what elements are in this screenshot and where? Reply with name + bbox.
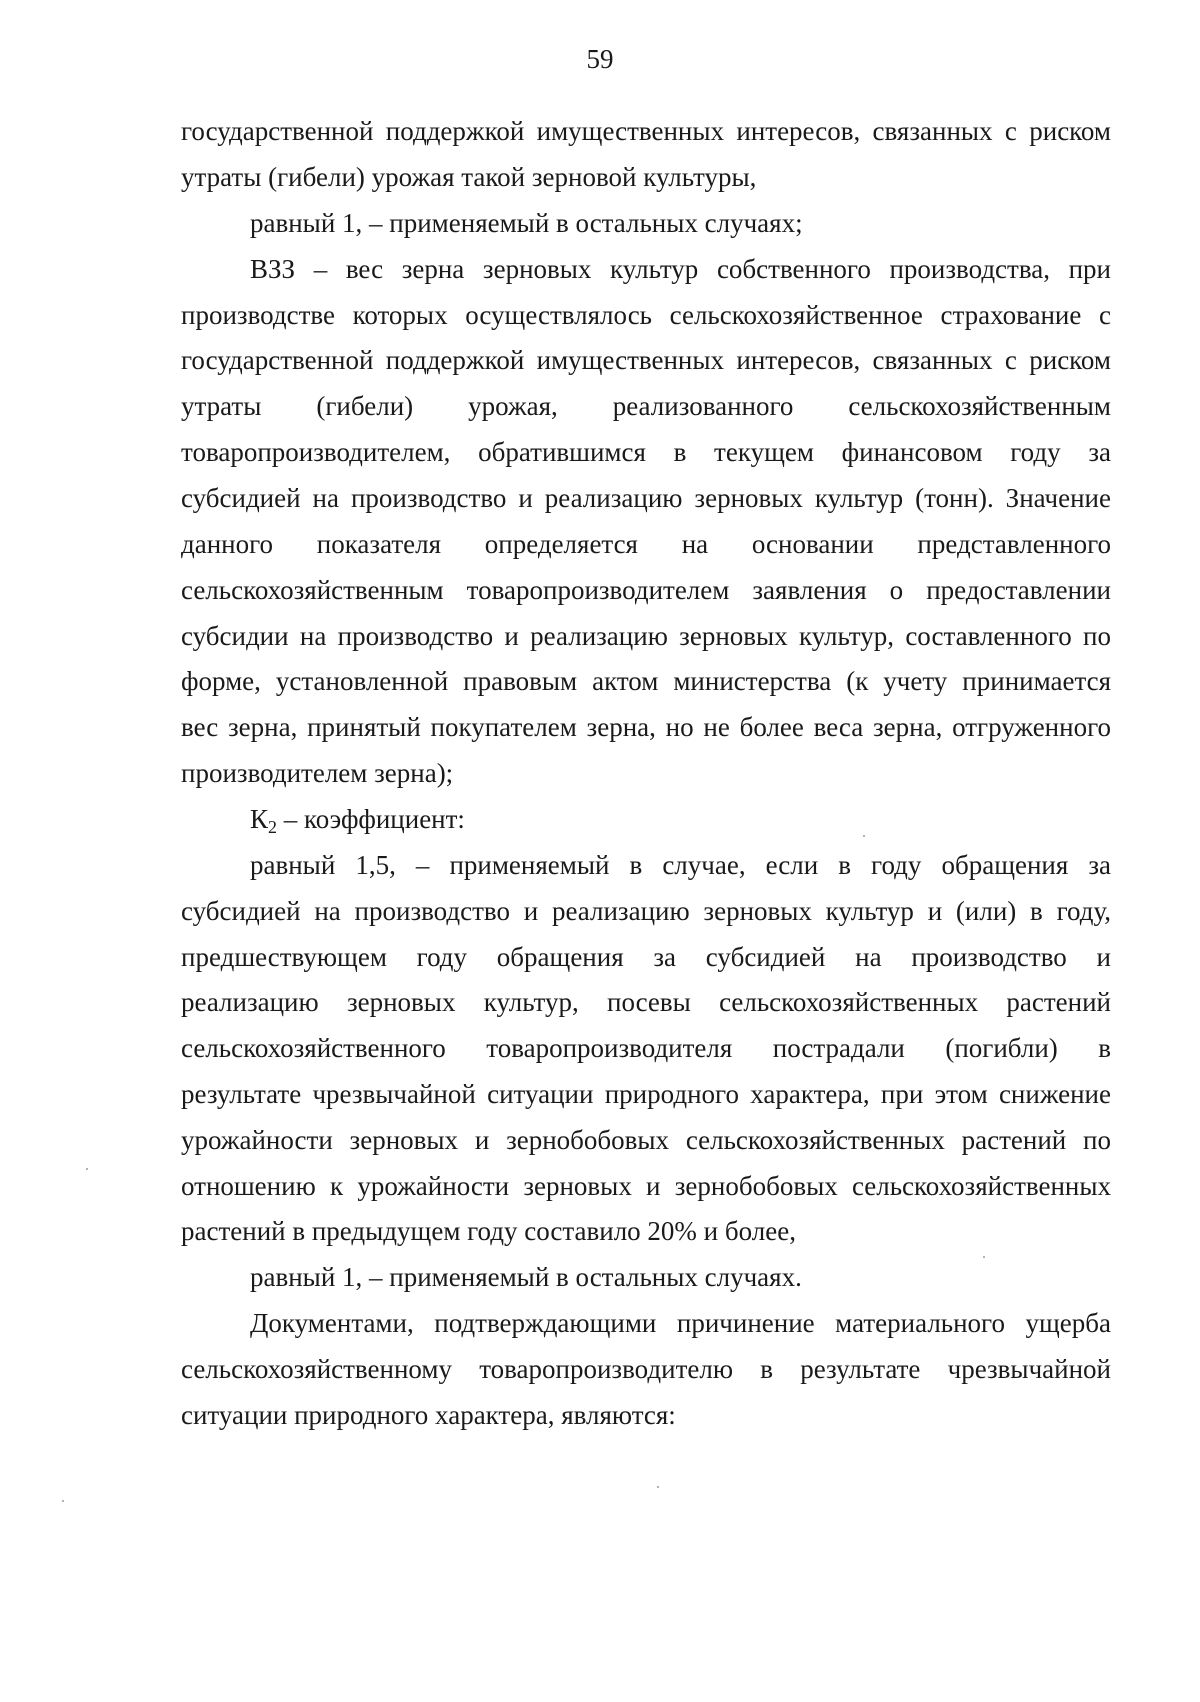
scan-speck bbox=[863, 835, 865, 837]
text-line: товаропроизводителем, обратившимся в текущем финансовом году за bbox=[181, 437, 1111, 467]
scan-speck bbox=[657, 1486, 659, 1488]
k2-subscript: 2 bbox=[268, 817, 278, 837]
text-line: сельскохозяйственному товаропроизводителю в результате чрезвычайной bbox=[181, 1354, 1111, 1384]
text-line: реализацию зерновых культур, посевы сельскохозяйственных растений bbox=[181, 987, 1111, 1017]
text-line: утраты (гибели) урожая такой зерновой культуры, bbox=[181, 162, 757, 192]
text-line: утраты (гибели) урожая, реализованного сельскохозяйственным bbox=[181, 391, 1111, 421]
text-line: равный 1, – применяемый в остальных случаях; bbox=[250, 208, 803, 238]
text-line: государственной поддержкой имущественных интересов, связанных с риском bbox=[181, 345, 1111, 375]
text-line: сельскохозяйственным товаропроизводителем заявления о предоставлении bbox=[181, 575, 1111, 605]
page-number: 59 bbox=[586, 44, 614, 74]
text-line: вес зерна, принятый покупателем зерна, но не более веса зерна, отгруженного bbox=[181, 712, 1111, 742]
text-line: равный 1,5, – применяемый в случае, если в году обращения за bbox=[250, 850, 1111, 880]
text-line: равный 1, – применяемый в остальных случаях. bbox=[250, 1262, 802, 1292]
text-line: государственной поддержкой имущественных интересов, связанных с риском bbox=[181, 116, 1111, 146]
scan-speck bbox=[86, 1168, 88, 1170]
text-line: ситуации природного характера, являются: bbox=[181, 1400, 676, 1430]
text-line: отношению к урожайности зерновых и зернобобовых сельскохозяйственных bbox=[181, 1171, 1111, 1201]
text-line: урожайности зерновых и зернобобовых сельскохозяйственных растений по bbox=[181, 1125, 1111, 1155]
scan-speck bbox=[62, 1500, 64, 1502]
k2-symbol: К bbox=[250, 804, 269, 834]
text-line: растений в предыдущем году составило 20% и более, bbox=[181, 1216, 796, 1246]
text-line: производстве которых осуществлялось сельскохозяйственное страхование с bbox=[181, 300, 1111, 330]
text-line: субсидией на производство и реализацию зерновых культур (тонн). Значение bbox=[181, 483, 1111, 513]
text-line: результате чрезвычайной ситуации природного характера, при этом снижение bbox=[181, 1079, 1111, 1109]
text-line: сельскохозяйственного товаропроизводителя пострадали (погибли) в bbox=[181, 1033, 1111, 1063]
text-line: предшествующем году обращения за субсидией на производство и bbox=[181, 942, 1111, 972]
text-line: – коэффициент: bbox=[283, 804, 465, 834]
text-line: данного показателя определяется на основании представленного bbox=[181, 529, 1111, 559]
text-line: субсидией на производство и реализацию зерновых культур и (или) в году, bbox=[181, 896, 1111, 926]
scan-speck bbox=[983, 1256, 985, 1258]
text-line: ВЗЗ – вес зерна зерновых культур собственного производства, при bbox=[250, 254, 1111, 284]
text-line: производителем зерна); bbox=[181, 758, 454, 788]
text-line: субсидии на производство и реализацию зерновых культур, составленного по bbox=[181, 621, 1111, 651]
k2-line bbox=[250, 802, 1111, 836]
text-line: форме, установленной правовым актом министерства (к учету принимается bbox=[181, 666, 1111, 696]
text-line: Документами, подтверждающими причинение материального ущерба bbox=[250, 1308, 1111, 1338]
